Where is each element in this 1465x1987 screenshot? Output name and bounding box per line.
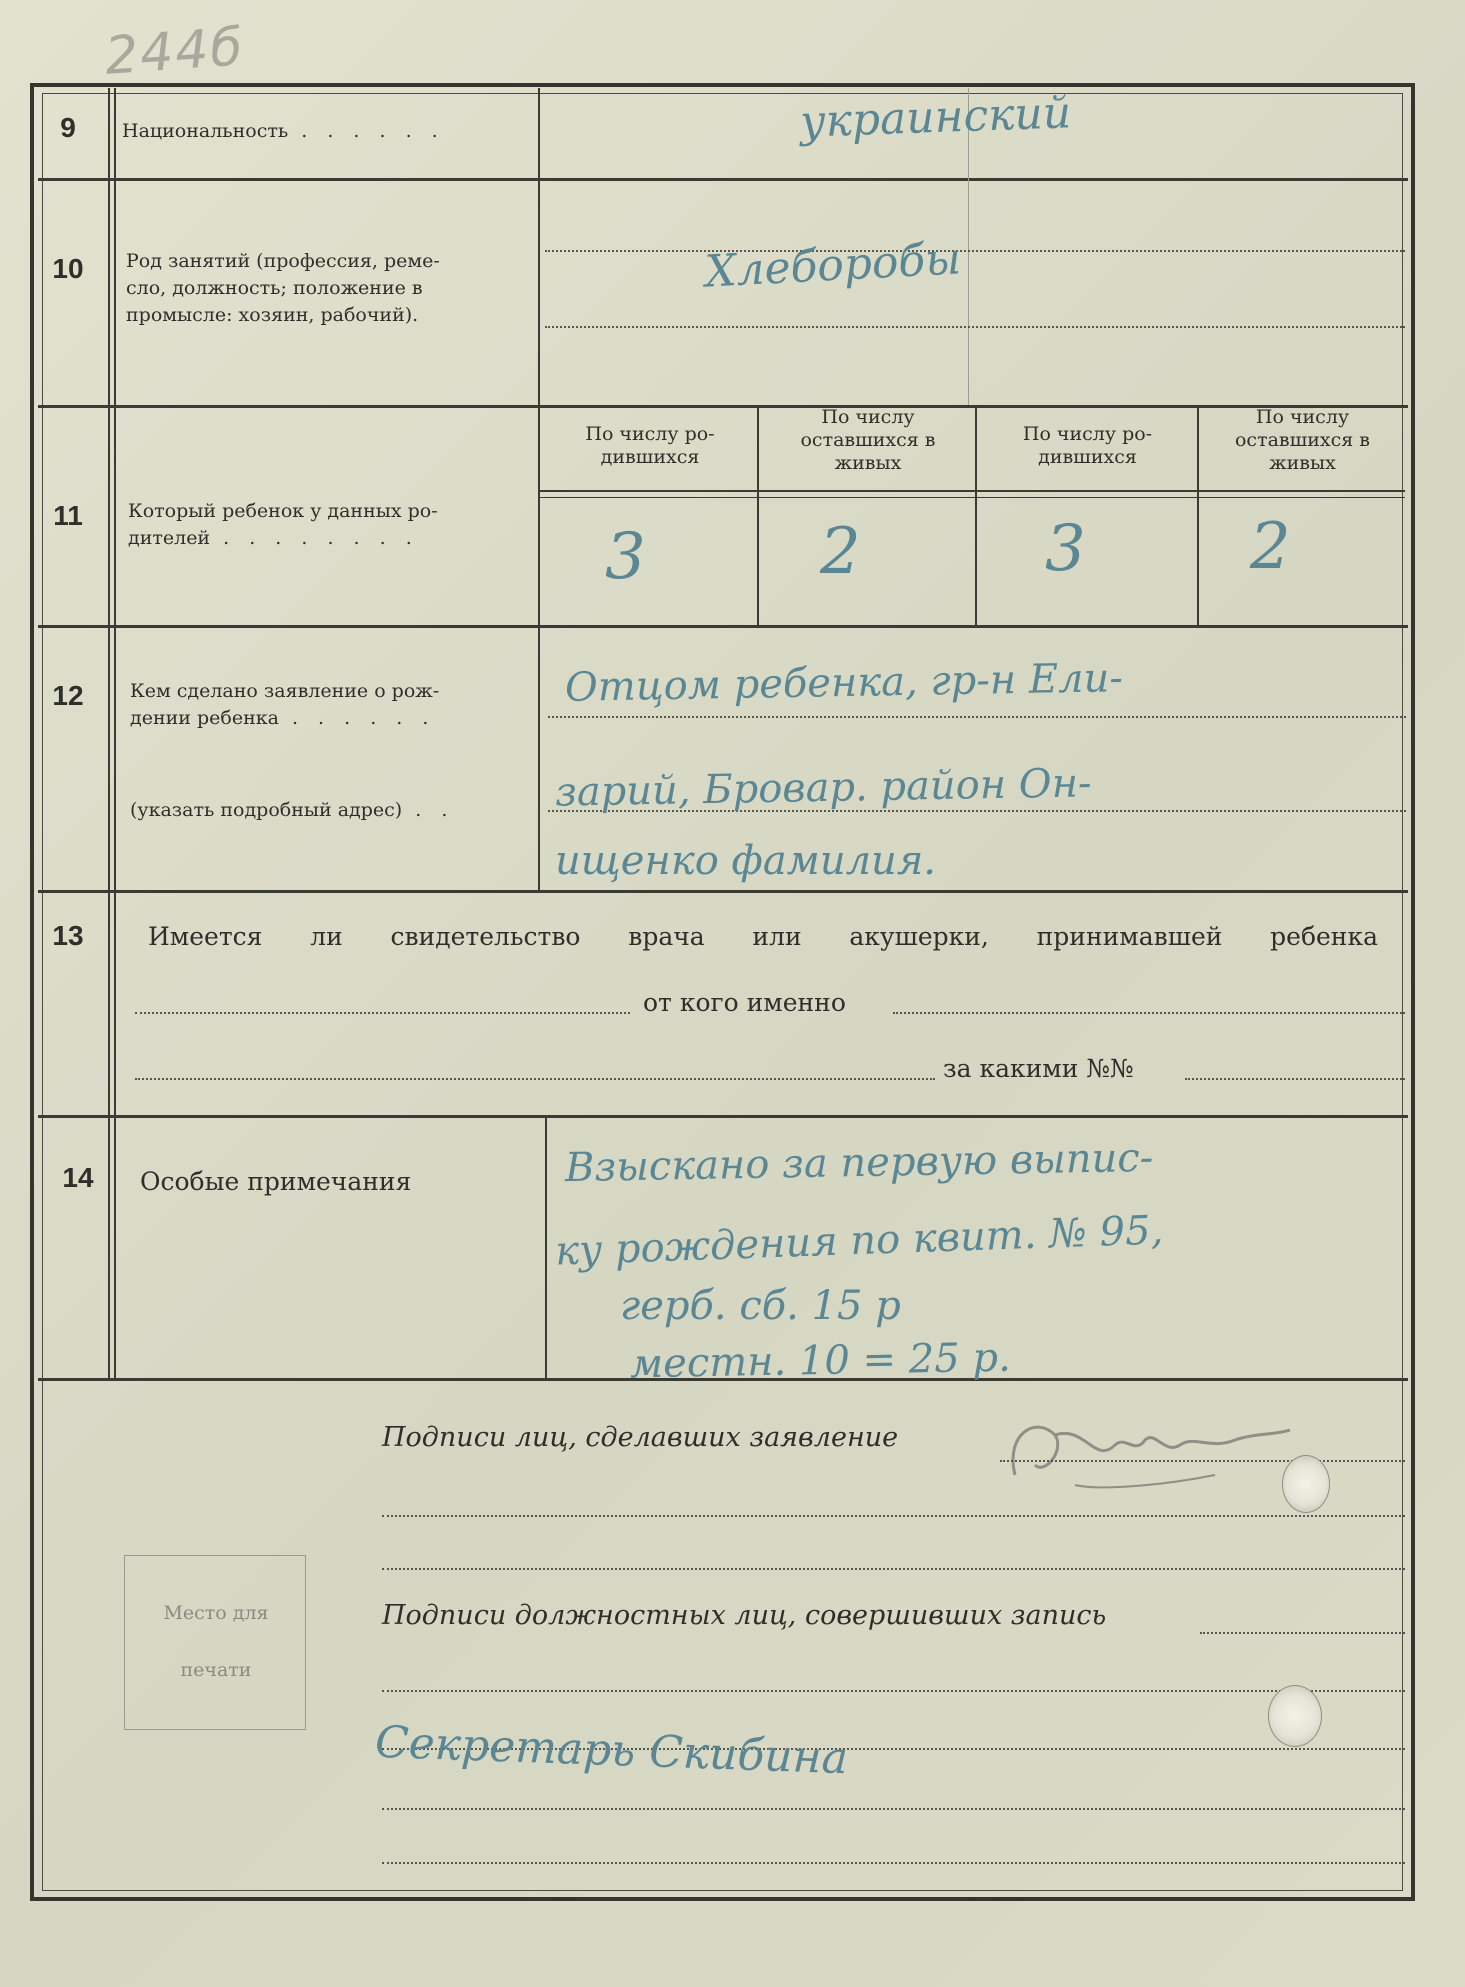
signature-line — [382, 1808, 1405, 1810]
label-line: дителей . . . . . . . . — [128, 527, 419, 549]
answer-line — [1185, 1078, 1405, 1080]
header-line: По числу — [821, 406, 915, 428]
occupation-answer: Хлеборобы — [703, 233, 963, 298]
answer-line — [548, 716, 1406, 718]
children-count: 2 — [820, 515, 861, 589]
stamp-label: Место для — [163, 1602, 269, 1624]
column-header — [980, 423, 1195, 469]
row-number: 14 — [62, 1162, 94, 1193]
remarks-answer-line: Взыскано за первую выпис- — [564, 1134, 1154, 1192]
label-line: Кем сделано заявление о рож- — [130, 680, 440, 702]
column-header — [1200, 406, 1405, 475]
answer-line — [545, 250, 1405, 252]
count-column-line — [975, 407, 977, 625]
header-line: оставшихся в — [800, 429, 936, 451]
row-divider — [38, 1115, 1408, 1118]
officials-signature-label: Подписи должностных лиц, совершивших запись — [382, 1600, 1107, 1631]
number-column-line — [108, 88, 110, 1378]
label-text: дителей — [128, 527, 211, 549]
signature-line — [382, 1515, 1405, 1517]
header-divider — [540, 497, 1405, 498]
nationality-label: Национальность — [122, 120, 289, 142]
column-header — [545, 423, 755, 469]
official-signature: Секретарь Скибина — [374, 1716, 849, 1785]
filing-hole — [1282, 1455, 1330, 1513]
count-column-line — [757, 407, 759, 625]
row-number: 9 — [60, 112, 76, 143]
signature-line — [382, 1568, 1405, 1570]
count-column-line — [1197, 407, 1199, 625]
children-count: 2 — [1250, 510, 1291, 584]
header-line: По числу ро- — [1022, 423, 1153, 445]
row-number: 10 — [52, 253, 84, 284]
row-number: 12 — [52, 680, 84, 711]
remarks-answer-line: ку рождения по квит. № 95, — [554, 1207, 1164, 1275]
label-text: дении ребенка — [130, 707, 279, 729]
header-line: оставшихся в — [1234, 429, 1371, 451]
label-line: промысле: хозяин, рабочий). — [126, 304, 419, 326]
row-label: Национальность . . . . . . — [122, 120, 445, 142]
address-hint: (указать подробный адрес) — [130, 799, 403, 821]
from-whom-label: от кого именно — [643, 988, 846, 1017]
header-line: дившихся — [600, 446, 700, 468]
remarks-answer-line: местн. 10 = 25 р. — [629, 1334, 1012, 1388]
answer-column-line — [538, 88, 540, 890]
declarant-answer-line: зарий, Бровар. район Он- — [554, 760, 1092, 816]
header-divider — [540, 490, 1405, 492]
nationality-answer: украинский — [799, 87, 1072, 148]
answer-line — [545, 326, 1405, 328]
answer-line — [893, 1012, 1405, 1014]
row-sublabel: (указать подробный адрес) . . — [130, 799, 455, 821]
children-count: 3 — [1045, 512, 1086, 586]
certificate-question: Имеется ли свидетельство врача или акушерки, принимавшей ребенка — [148, 922, 1378, 951]
number-column-line — [114, 88, 116, 1378]
header-line: дившихся — [1038, 446, 1137, 468]
answer-line — [135, 1012, 630, 1014]
filing-hole — [1268, 1685, 1322, 1747]
stamp-label: печати — [180, 1659, 252, 1681]
row-label — [130, 678, 525, 732]
header-line: По числу ро- — [585, 423, 715, 445]
archive-number: 244б — [103, 17, 247, 87]
label-line: Род занятий (профессия, реме- — [126, 250, 440, 272]
label-line: Который ребенок у данных ро- — [128, 500, 438, 522]
label-line: сло, должность; положение в — [126, 277, 423, 299]
row-number: 13 — [52, 920, 84, 951]
header-line: живых — [1269, 452, 1336, 474]
row-number: 11 — [53, 500, 83, 531]
declarant-signature — [995, 1405, 1295, 1495]
number-label: за какими №№ — [943, 1054, 1134, 1083]
answer-line — [135, 1078, 935, 1080]
signature-line — [382, 1690, 1405, 1692]
label-line: дении ребенка . . . . . . — [130, 707, 436, 729]
column-header — [762, 406, 974, 475]
stamp-placeholder — [124, 1555, 306, 1730]
declarant-answer-line: ищенко фамилия. — [555, 838, 937, 884]
children-count: 3 — [605, 520, 646, 594]
remarks-label: Особые примечания — [140, 1167, 412, 1196]
header-line: По числу — [1255, 406, 1350, 428]
declarants-signature-label: Подписи лиц, сделавших заявление — [382, 1422, 899, 1453]
row-divider — [38, 625, 1408, 628]
signature-line — [1000, 1460, 1405, 1462]
header-line: живых — [834, 452, 902, 474]
declarant-answer-line: Отцом ребенка, гр-н Ели- — [564, 655, 1124, 711]
row-divider — [38, 890, 1408, 893]
row-divider — [38, 178, 1408, 181]
signature-line — [382, 1862, 1405, 1864]
remarks-answer-line: герб. сб. 15 р — [620, 1283, 901, 1329]
row-label — [126, 248, 521, 329]
answer-column-line — [545, 1115, 547, 1378]
signature-line — [1200, 1632, 1405, 1634]
row-label — [128, 498, 523, 552]
